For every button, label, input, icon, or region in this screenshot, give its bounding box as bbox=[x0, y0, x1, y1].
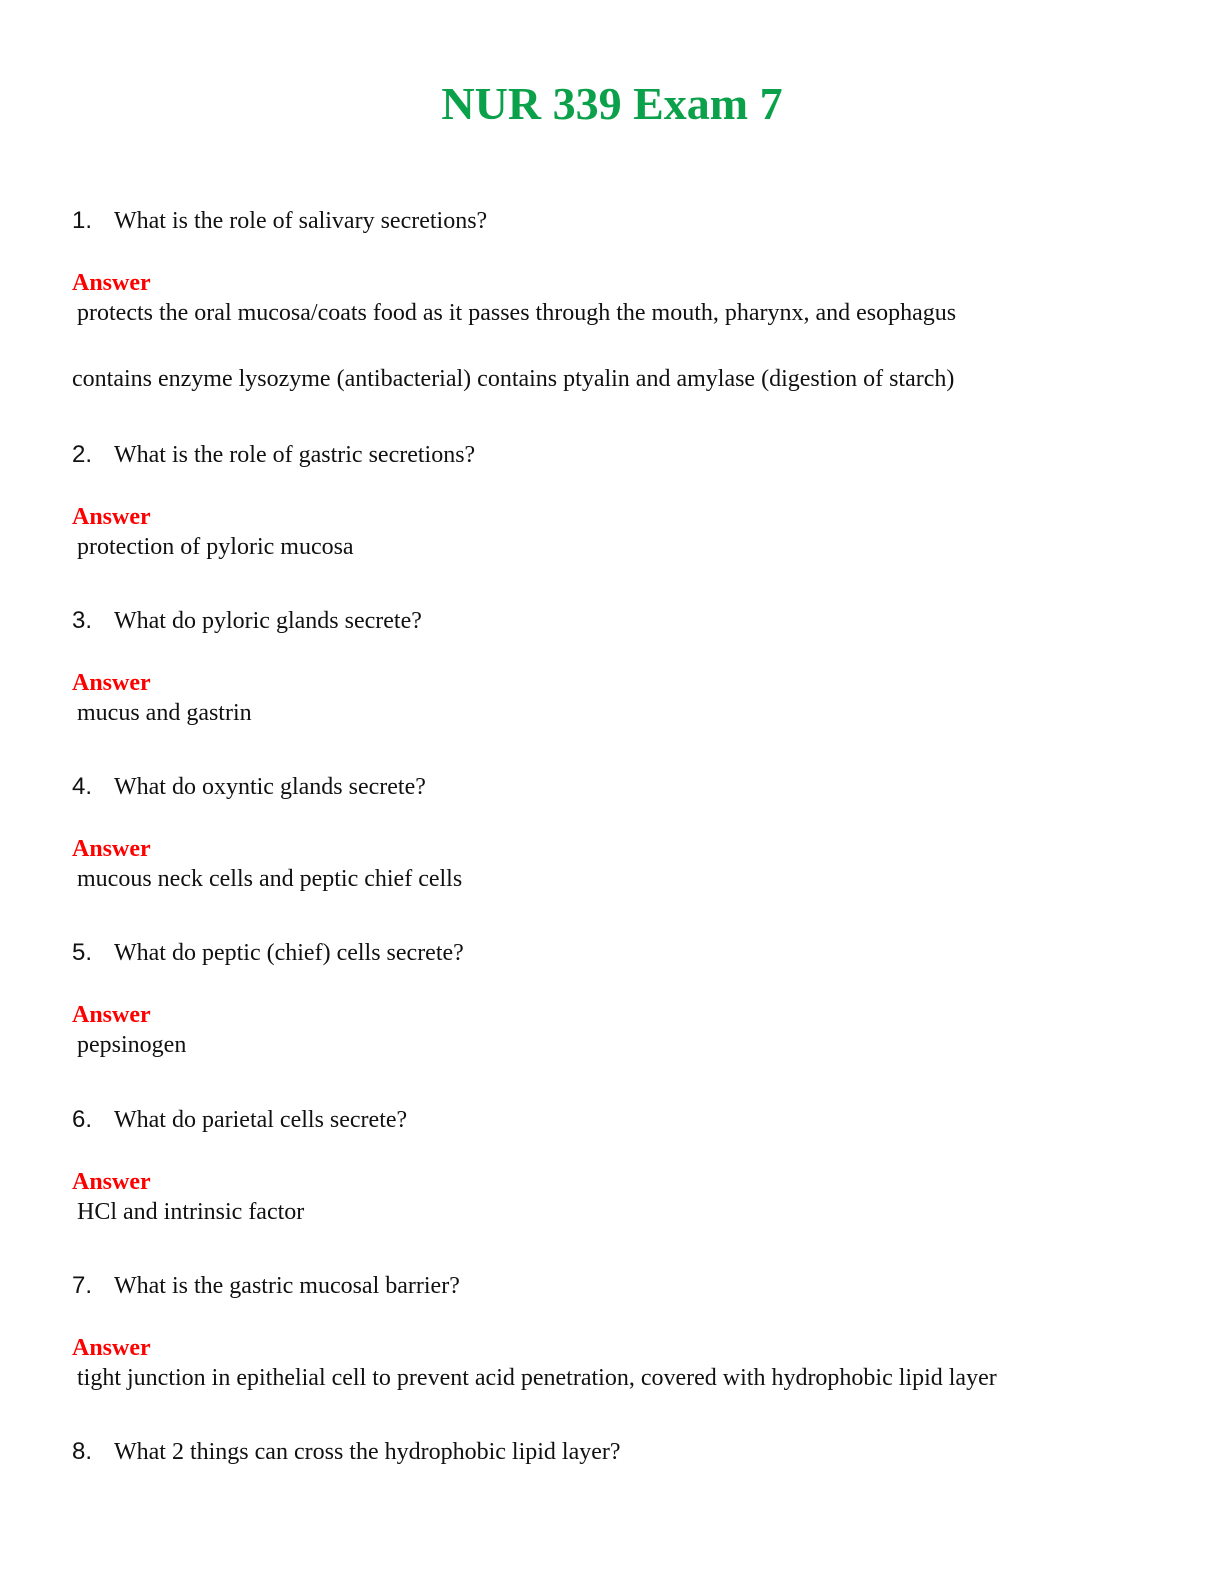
answer-text: mucous neck cells and peptic chief cells bbox=[77, 866, 463, 892]
answer-label: Answer bbox=[72, 670, 151, 696]
question-line bbox=[72, 1271, 1164, 1301]
question-block-5 bbox=[72, 938, 1164, 1060]
question-text: What do parietal cells secrete? bbox=[114, 1107, 408, 1133]
question-text: What do oxyntic glands secrete? bbox=[114, 774, 426, 800]
answer-text: protects the oral mucosa/coats food as it passes through the mouth, pharynx, and esophagus bbox=[77, 300, 957, 326]
question-number: 1. bbox=[72, 207, 93, 234]
question-block-4 bbox=[72, 772, 1164, 894]
question-number: 3. bbox=[72, 607, 93, 634]
question-text: What 2 things can cross the hydrophobic lipid layer? bbox=[114, 1439, 621, 1465]
question-block-1 bbox=[72, 206, 1164, 394]
question-line bbox=[72, 606, 1164, 636]
answer-text: HCl and intrinsic factor bbox=[77, 1199, 305, 1225]
question-block-2 bbox=[72, 440, 1164, 562]
question-block-7 bbox=[72, 1271, 1164, 1393]
question-line bbox=[72, 1437, 1164, 1467]
question-text: What is the gastric mucosal barrier? bbox=[114, 1273, 460, 1299]
question-number: 2. bbox=[72, 441, 93, 468]
question-line bbox=[72, 440, 1164, 470]
question-block-8 bbox=[72, 1437, 1164, 1467]
answer-label: Answer bbox=[72, 270, 151, 296]
question-number: 8. bbox=[72, 1438, 93, 1465]
answer-text: mucus and gastrin bbox=[77, 700, 252, 726]
question-number: 5. bbox=[72, 939, 93, 966]
page-title: NUR 339 Exam 7 bbox=[441, 78, 783, 129]
answer-label: Answer bbox=[72, 1169, 151, 1195]
question-number: 6. bbox=[72, 1106, 93, 1133]
answer-label: Answer bbox=[72, 836, 151, 862]
answer-text: protection of pyloric mucosa bbox=[77, 534, 354, 560]
question-text: What do peptic (chief) cells secrete? bbox=[114, 940, 464, 966]
answer-label: Answer bbox=[72, 1335, 151, 1361]
question-line bbox=[72, 938, 1164, 968]
question-line bbox=[72, 1105, 1164, 1135]
question-text: What do pyloric glands secrete? bbox=[114, 608, 422, 634]
question-text: What is the role of gastric secretions? bbox=[114, 442, 476, 468]
question-line bbox=[72, 206, 1164, 236]
answer-text: tight junction in epithelial cell to prevent acid penetration, covered with hydrophobic lipid layer bbox=[77, 1365, 997, 1391]
question-line bbox=[72, 772, 1164, 802]
question-text: What is the role of salivary secretions? bbox=[114, 208, 488, 234]
question-number: 7. bbox=[72, 1272, 93, 1299]
question-block-6 bbox=[72, 1105, 1164, 1227]
question-block-3 bbox=[72, 606, 1164, 728]
answer-label: Answer bbox=[72, 504, 151, 530]
answer-label: Answer bbox=[72, 1002, 151, 1028]
question-number: 4. bbox=[72, 773, 93, 800]
answer-text-continued: contains enzyme lysozyme (antibacterial) contains ptyalin and amylase (digestion of starch) bbox=[72, 366, 955, 392]
answer-text: pepsinogen bbox=[77, 1032, 187, 1058]
